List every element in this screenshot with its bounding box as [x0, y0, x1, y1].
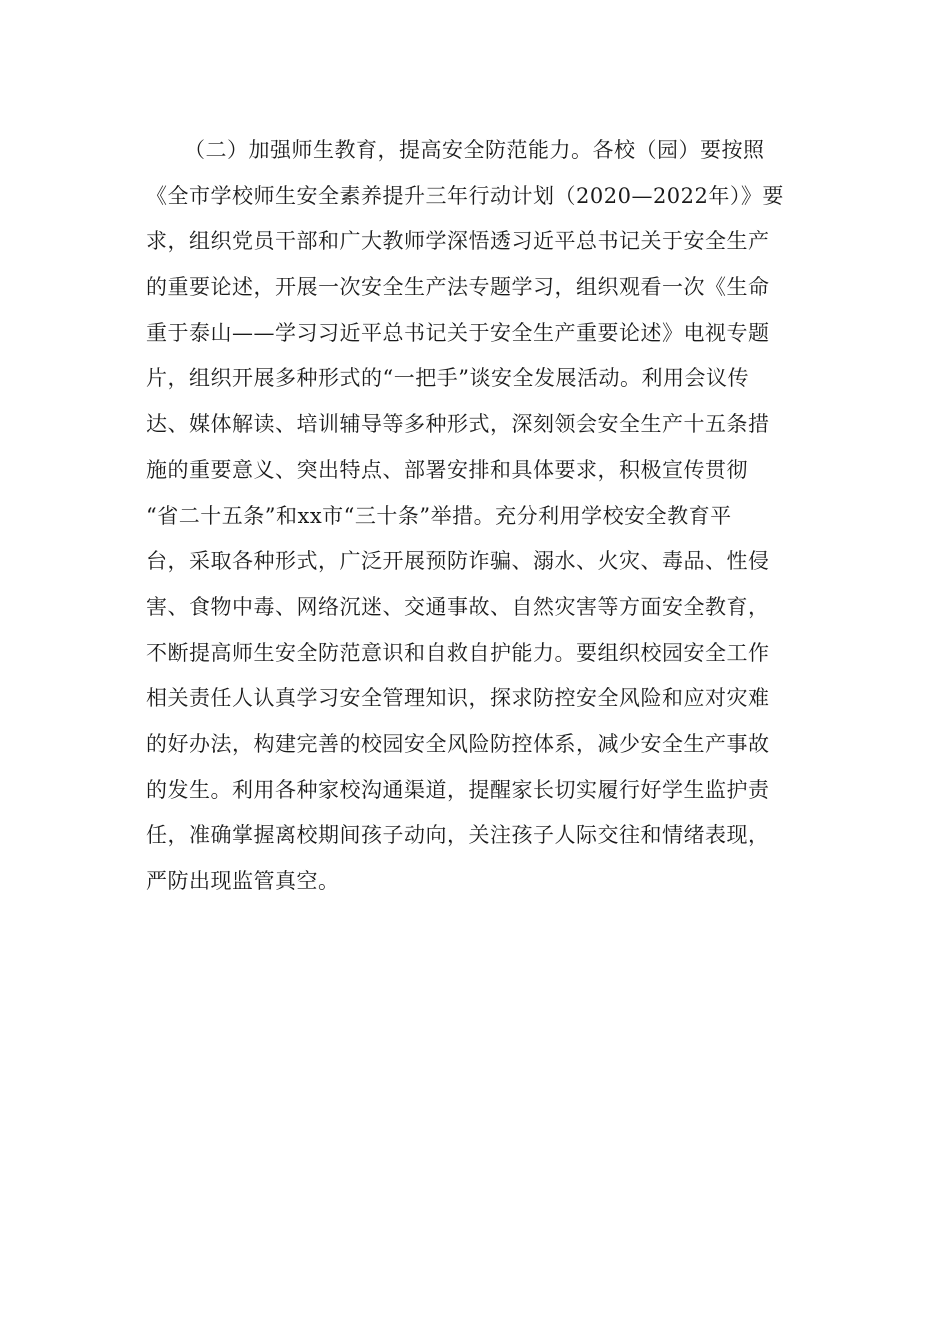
paragraph-line-11: 害、食物中毒、网络沉迷、交通事故、自然灾害等方面安全教育， — [146, 594, 770, 619]
paragraph-line-15: 的发生。利用各种家校沟通渠道，提醒家长切实履行好学生监护责 — [146, 777, 770, 802]
paragraph-line-16: 任，准确掌握离校期间孩子动向，关注孩子人际交往和情绪表现， — [146, 823, 770, 848]
paragraph-line-13: 相关责任人认真学习安全管理知识，探求防控安全风险和应对灾难 — [146, 686, 770, 711]
paragraph-line-1: （二）加强师生教育，提高安全防范能力。各校（园）要按照 — [184, 138, 765, 162]
paragraph-line-3: 求，组织党员干部和广大教师学深悟透习近平总书记关于安全生产 — [146, 229, 770, 254]
body-paragraph — [146, 128, 806, 905]
paragraph-line-5: 重于泰山——学习习近平总书记关于安全生产重要论述》电视专题 — [146, 320, 770, 345]
paragraph-line-7: 达、媒体解读、培训辅导等多种形式，深刻领会安全生产十五条措 — [146, 412, 770, 437]
paragraph-line-6: 片，组织开展多种形式的“一把手”谈安全发展活动。利用会议传 — [146, 366, 749, 391]
paragraph-line-10: 台，采取各种形式，广泛开展预防诈骗、溺水、火灾、毒品、性侵 — [146, 549, 770, 574]
paragraph-line-9: “省二十五条”和xx市“三十条”举措。充分利用学校安全教育平 — [146, 503, 732, 528]
paragraph-line-14: 的好办法，构建完善的校园安全风险防控体系，减少安全生产事故 — [146, 731, 770, 756]
paragraph-line-2: 《全市学校师生安全素养提升三年行动计划（2020—2022年）》要 — [146, 183, 784, 208]
paragraph-line-12: 不断提高师生安全防范意识和自救自护能力。要组织校园安全工作 — [146, 640, 770, 665]
paragraph-line-17: 严防出现监管真空。 — [146, 869, 340, 893]
paragraph-line-8: 施的重要意义、突出特点、部署安排和具体要求，积极宣传贯彻 — [146, 457, 748, 482]
paragraph-line-4: 的重要论述，开展一次安全生产法专题学习，组织观看一次《生命 — [146, 275, 770, 300]
